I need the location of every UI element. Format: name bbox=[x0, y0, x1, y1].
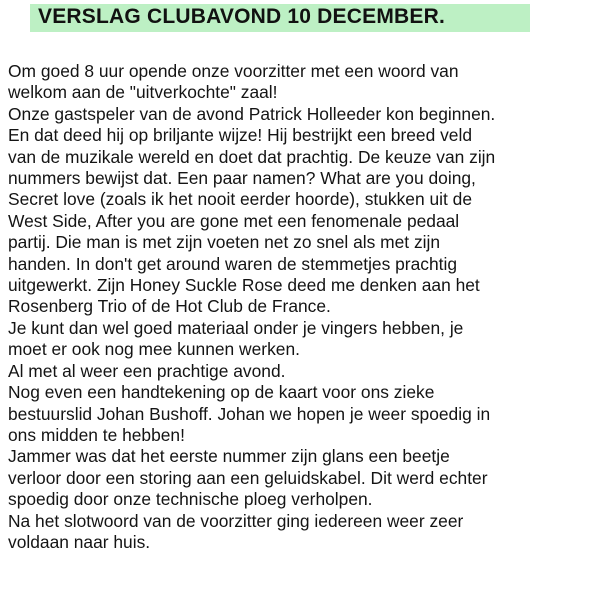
text-line: welkom aan de "uitverkochte" zaal! bbox=[8, 82, 278, 103]
report-body bbox=[8, 61, 598, 553]
text-line: handen. In don't get around waren de stemmetjes prachtig bbox=[8, 253, 457, 274]
text-line: Om goed 8 uur opende onze voorzitter met een woord van bbox=[8, 61, 459, 81]
text-line: bestuurslid Johan Bushoff. Johan we hopen je weer spoedig in bbox=[8, 403, 491, 424]
text-line: Je kunt dan wel goed materiaal onder je vingers hebben, je bbox=[8, 317, 464, 338]
text-line: En dat deed hij op briljante wijze! Hij bestrijkt een breed veld bbox=[8, 125, 473, 146]
text-line: moet er ook nog mee kunnen werken. bbox=[8, 339, 300, 360]
text-line: van de muzikale wereld en doet dat prachtig. De keuze van zijn bbox=[8, 146, 496, 167]
text-line: Na het slotwoord van de voorzitter ging iedereen weer zeer bbox=[8, 510, 464, 531]
text-line: Al met al weer een prachtige avond. bbox=[8, 360, 286, 381]
text-line: Jammer was dat het eerste nummer zijn glans een beetje bbox=[8, 446, 450, 467]
text-line: verloor door een storing aan een geluidskabel. Dit werd echter bbox=[8, 467, 488, 488]
text-line: ons midden te hebben! bbox=[8, 424, 185, 445]
text-line: voldaan naar huis. bbox=[8, 531, 151, 552]
text-line: Onze gastspeler van de avond Patrick Holleeder kon beginnen. bbox=[8, 103, 496, 124]
text-line: Rosenberg Trio of de Hot Club de France. bbox=[8, 296, 331, 317]
text-line: spoedig door onze technische ploeg verholpen. bbox=[8, 489, 373, 510]
page-title: VERSLAG CLUBAVOND 10 DECEMBER. bbox=[38, 5, 445, 28]
text-line: uitgewerkt. Zijn Honey Suckle Rose deed me denken aan het bbox=[8, 275, 480, 296]
text-line: West Side, After you are gone met een fenomenale pedaal bbox=[8, 210, 460, 231]
text-line: nummers bewijst dat. Een paar namen? What are you doing, bbox=[8, 168, 476, 189]
text-line: Secret love (zoals ik het nooit eerder hoorde), stukken uit de bbox=[8, 189, 473, 210]
text-line: Nog even een handtekening op de kaart voor ons zieke bbox=[8, 382, 435, 403]
text-line: partij. Die man is met zijn voeten net zo snel als met zijn bbox=[8, 232, 441, 253]
